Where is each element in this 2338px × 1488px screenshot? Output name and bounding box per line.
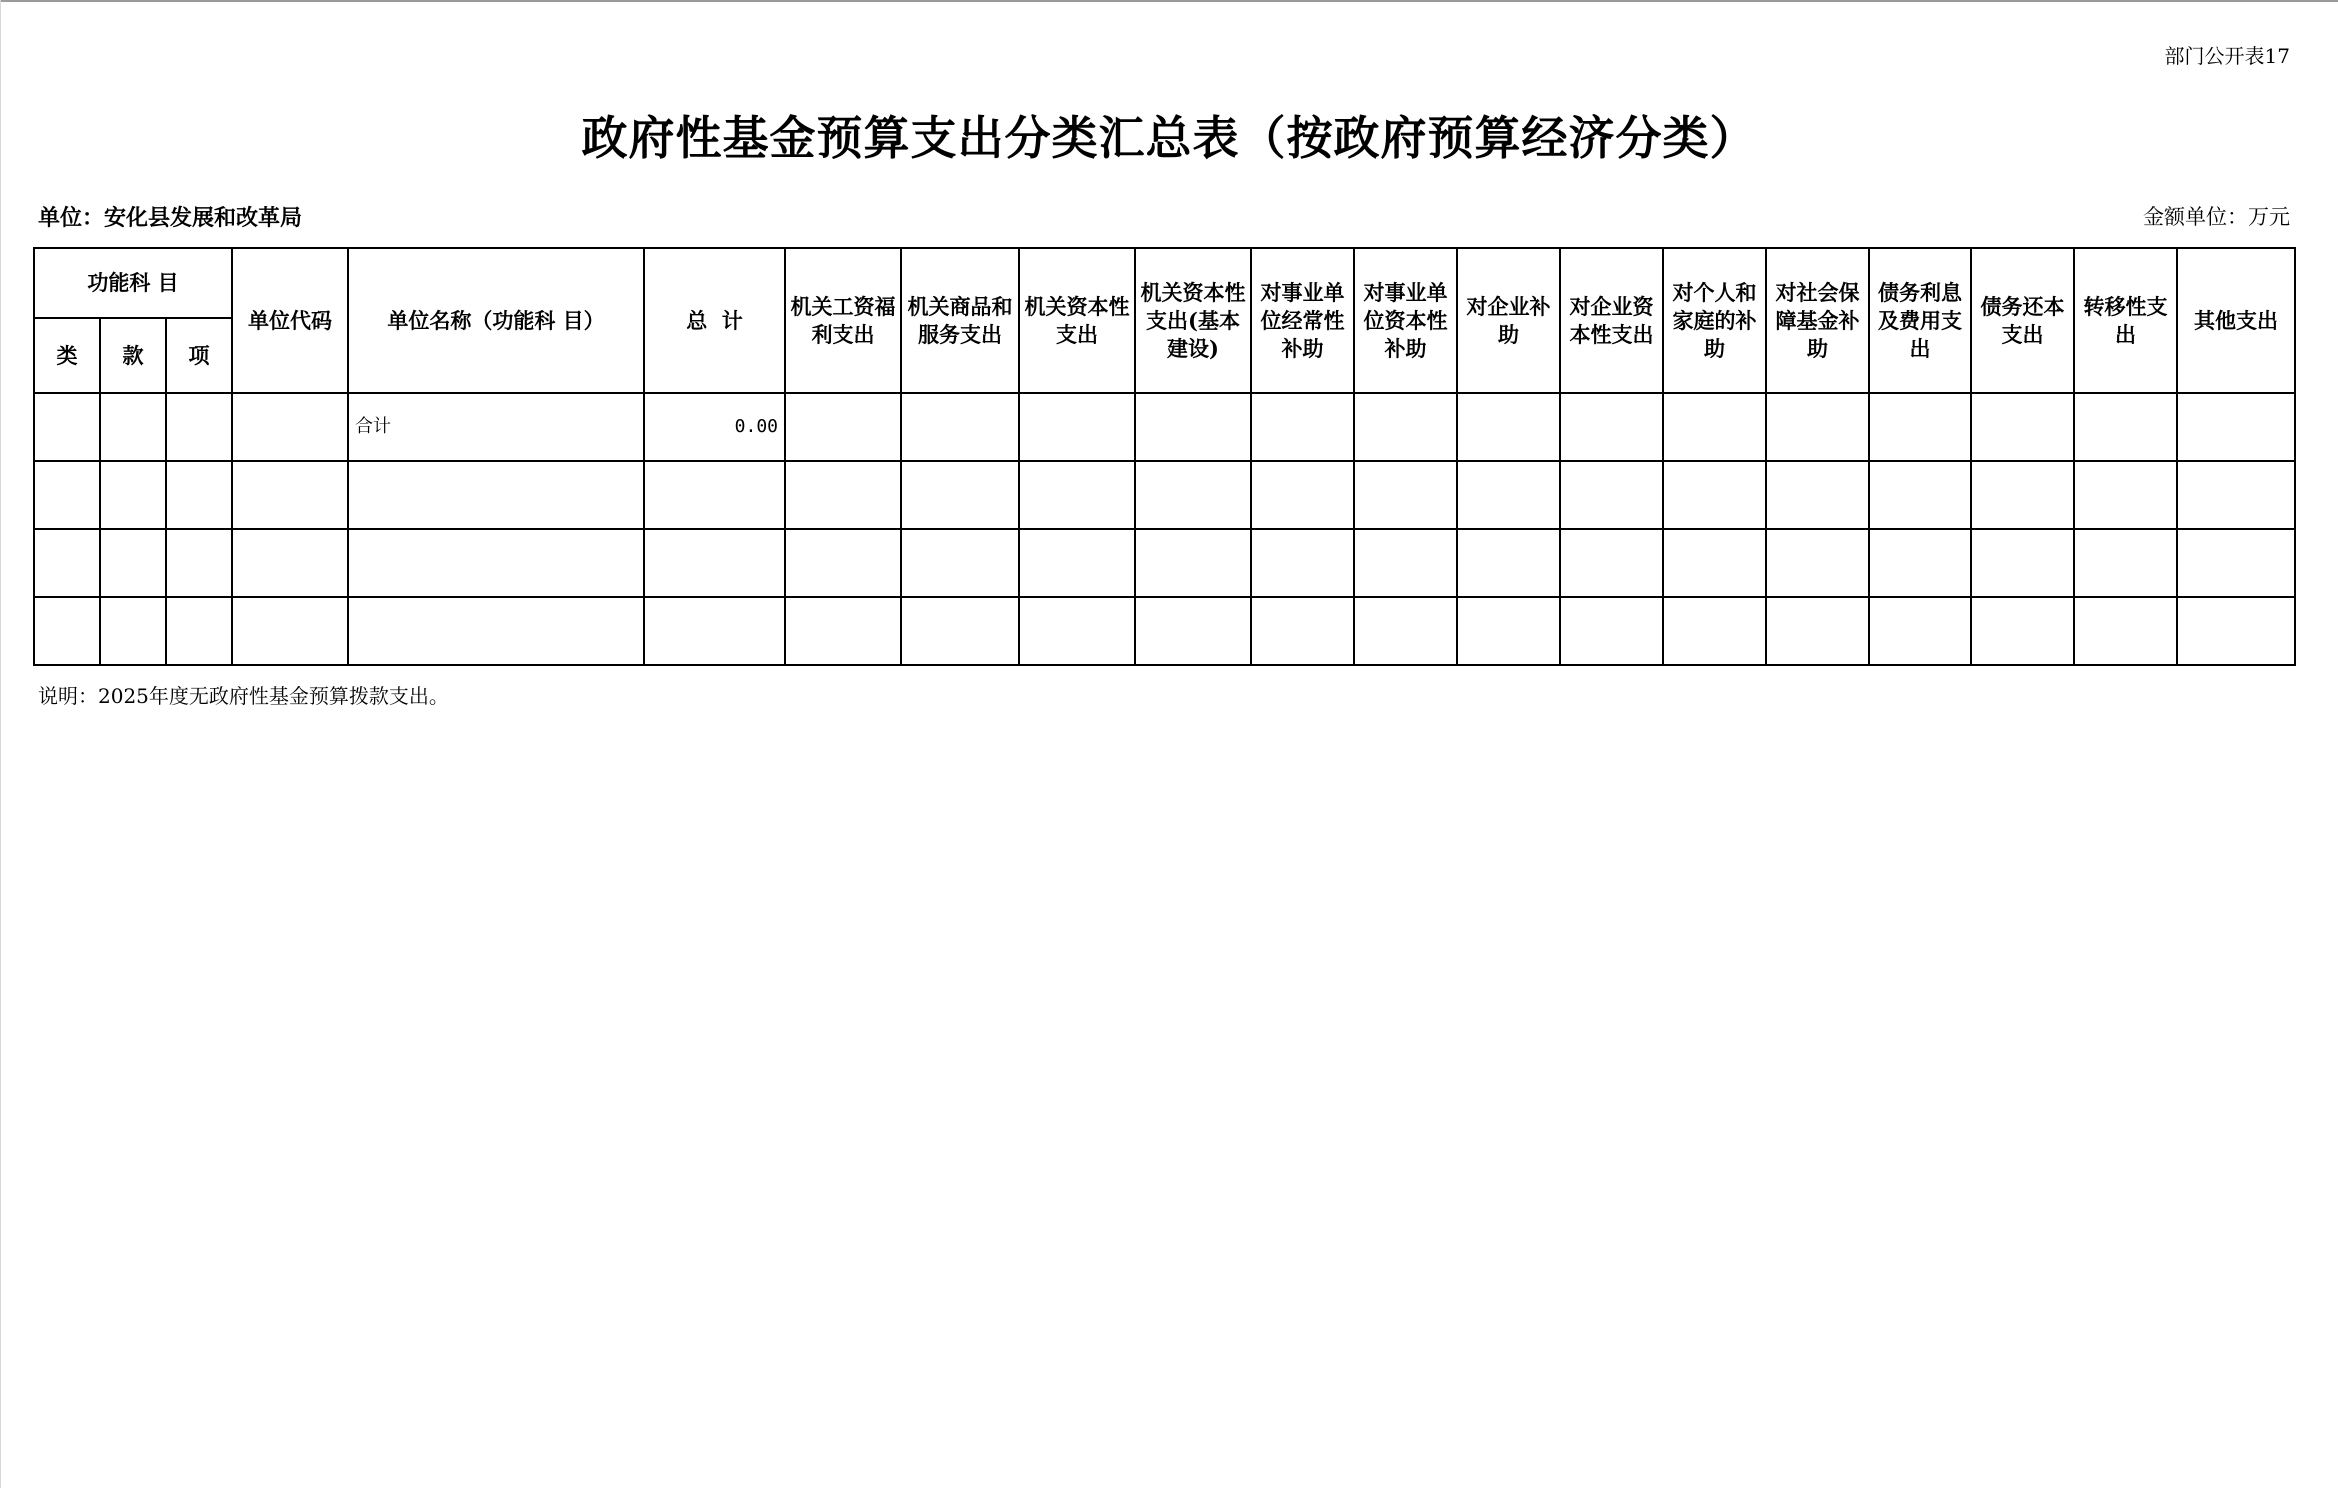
cell-value	[901, 597, 1019, 665]
cell-value	[2074, 597, 2177, 665]
cell-code	[232, 393, 348, 461]
cell-value	[1251, 597, 1354, 665]
header-row-1	[34, 248, 2295, 318]
cell-code	[232, 529, 348, 597]
cell-value	[1766, 529, 1869, 597]
cell-value	[1251, 393, 1354, 461]
cell-lei	[34, 393, 100, 461]
cell-value	[1971, 461, 2074, 529]
cell-value	[1457, 393, 1560, 461]
cell-value	[1663, 393, 1766, 461]
cell-total: 0.00	[644, 393, 785, 461]
unit-label: 单位：安化县发展和改革局	[38, 205, 303, 231]
cell-value	[1663, 461, 1766, 529]
cell-value	[1135, 597, 1251, 665]
cell-value	[2177, 529, 2295, 597]
table-number: 部门公开表17	[2164, 44, 2290, 68]
cell-value	[2177, 393, 2295, 461]
cell-total	[644, 461, 785, 529]
cell-total	[644, 529, 785, 597]
cell-value	[1971, 597, 2074, 665]
header-col: 对企业补助	[1457, 248, 1560, 393]
cell-value	[901, 529, 1019, 597]
table-row	[34, 461, 2295, 529]
cell-value	[901, 393, 1019, 461]
cell-xiang	[166, 597, 232, 665]
header-col: 转移性支出	[2074, 248, 2177, 393]
header-unit-name: 单位名称（功能科 目）	[348, 248, 644, 393]
cell-value	[2177, 597, 2295, 665]
cell-value	[1019, 529, 1135, 597]
cell-kuan	[100, 461, 166, 529]
cell-value	[1251, 529, 1354, 597]
cell-code	[232, 461, 348, 529]
cell-kuan	[100, 529, 166, 597]
page-left-border	[0, 0, 1, 1488]
cell-value	[785, 597, 901, 665]
page-top-border	[0, 0, 2338, 2]
cell-value	[1457, 597, 1560, 665]
table-row	[34, 597, 2295, 665]
cell-value	[1560, 461, 1663, 529]
amount-unit-label: 金额单位：万元	[2143, 205, 2290, 229]
header-col: 机关资本性支出	[1019, 248, 1135, 393]
header-col: 对事业单位经常性补助	[1251, 248, 1354, 393]
cell-code	[232, 597, 348, 665]
cell-value	[1766, 597, 1869, 665]
cell-value	[1560, 529, 1663, 597]
header-col: 机关工资福利支出	[785, 248, 901, 393]
cell-lei	[34, 597, 100, 665]
cell-value	[1019, 597, 1135, 665]
cell-value	[1869, 461, 1971, 529]
cell-value	[1019, 393, 1135, 461]
header-func-subject: 功能科 目	[34, 248, 232, 318]
cell-value	[1135, 529, 1251, 597]
header-col: 其他支出	[2177, 248, 2295, 393]
cell-value	[785, 529, 901, 597]
cell-kuan	[100, 393, 166, 461]
header-col: 债务利息及费用支出	[1869, 248, 1971, 393]
cell-value	[2177, 461, 2295, 529]
cell-value	[1354, 597, 1457, 665]
page-title: 政府性基金预算支出分类汇总表（按政府预算经济分类）	[581, 111, 1757, 165]
header-kuan: 款	[100, 318, 166, 393]
cell-value	[1869, 393, 1971, 461]
table-row	[34, 529, 2295, 597]
header-col: 对个人和家庭的补助	[1663, 248, 1766, 393]
header-total: 总 计	[644, 248, 785, 393]
footnote: 说明：2025年度无政府性基金预算拨款支出。	[38, 684, 449, 708]
cell-xiang	[166, 393, 232, 461]
cell-value	[1251, 461, 1354, 529]
header-col: 机关商品和服务支出	[901, 248, 1019, 393]
cell-xiang	[166, 529, 232, 597]
cell-value	[1663, 529, 1766, 597]
cell-value	[1019, 461, 1135, 529]
cell-value	[1354, 393, 1457, 461]
cell-value	[1135, 461, 1251, 529]
cell-name	[348, 461, 644, 529]
table-row	[34, 393, 2295, 461]
cell-value	[1971, 393, 2074, 461]
cell-value	[1766, 393, 1869, 461]
cell-value	[1869, 529, 1971, 597]
cell-value	[1354, 461, 1457, 529]
cell-value	[1457, 529, 1560, 597]
cell-lei	[34, 461, 100, 529]
header-col: 债务还本支出	[1971, 248, 2074, 393]
cell-value	[2074, 529, 2177, 597]
cell-value	[1663, 597, 1766, 665]
cell-value	[2074, 393, 2177, 461]
cell-value	[1971, 529, 2074, 597]
cell-value	[1354, 529, 1457, 597]
cell-kuan	[100, 597, 166, 665]
header-lei: 类	[34, 318, 100, 393]
expenditure-table	[33, 247, 2296, 666]
cell-value	[785, 393, 901, 461]
cell-value	[2074, 461, 2177, 529]
cell-value	[1560, 597, 1663, 665]
header-xiang: 项	[166, 318, 232, 393]
header-unit-code: 单位代码	[232, 248, 348, 393]
cell-name	[348, 597, 644, 665]
cell-name: 合计	[348, 393, 644, 461]
header-col: 对企业资本性支出	[1560, 248, 1663, 393]
cell-xiang	[166, 461, 232, 529]
cell-value	[1869, 597, 1971, 665]
cell-value	[1457, 461, 1560, 529]
cell-value	[1135, 393, 1251, 461]
cell-value	[901, 461, 1019, 529]
header-col: 对事业单位资本性补助	[1354, 248, 1457, 393]
cell-total	[644, 597, 785, 665]
cell-value	[785, 461, 901, 529]
cell-name	[348, 529, 644, 597]
cell-value	[1560, 393, 1663, 461]
header-col: 对社会保障基金补助	[1766, 248, 1869, 393]
cell-value	[1766, 461, 1869, 529]
cell-lei	[34, 529, 100, 597]
header-col: 机关资本性支出(基本建设)	[1135, 248, 1251, 393]
